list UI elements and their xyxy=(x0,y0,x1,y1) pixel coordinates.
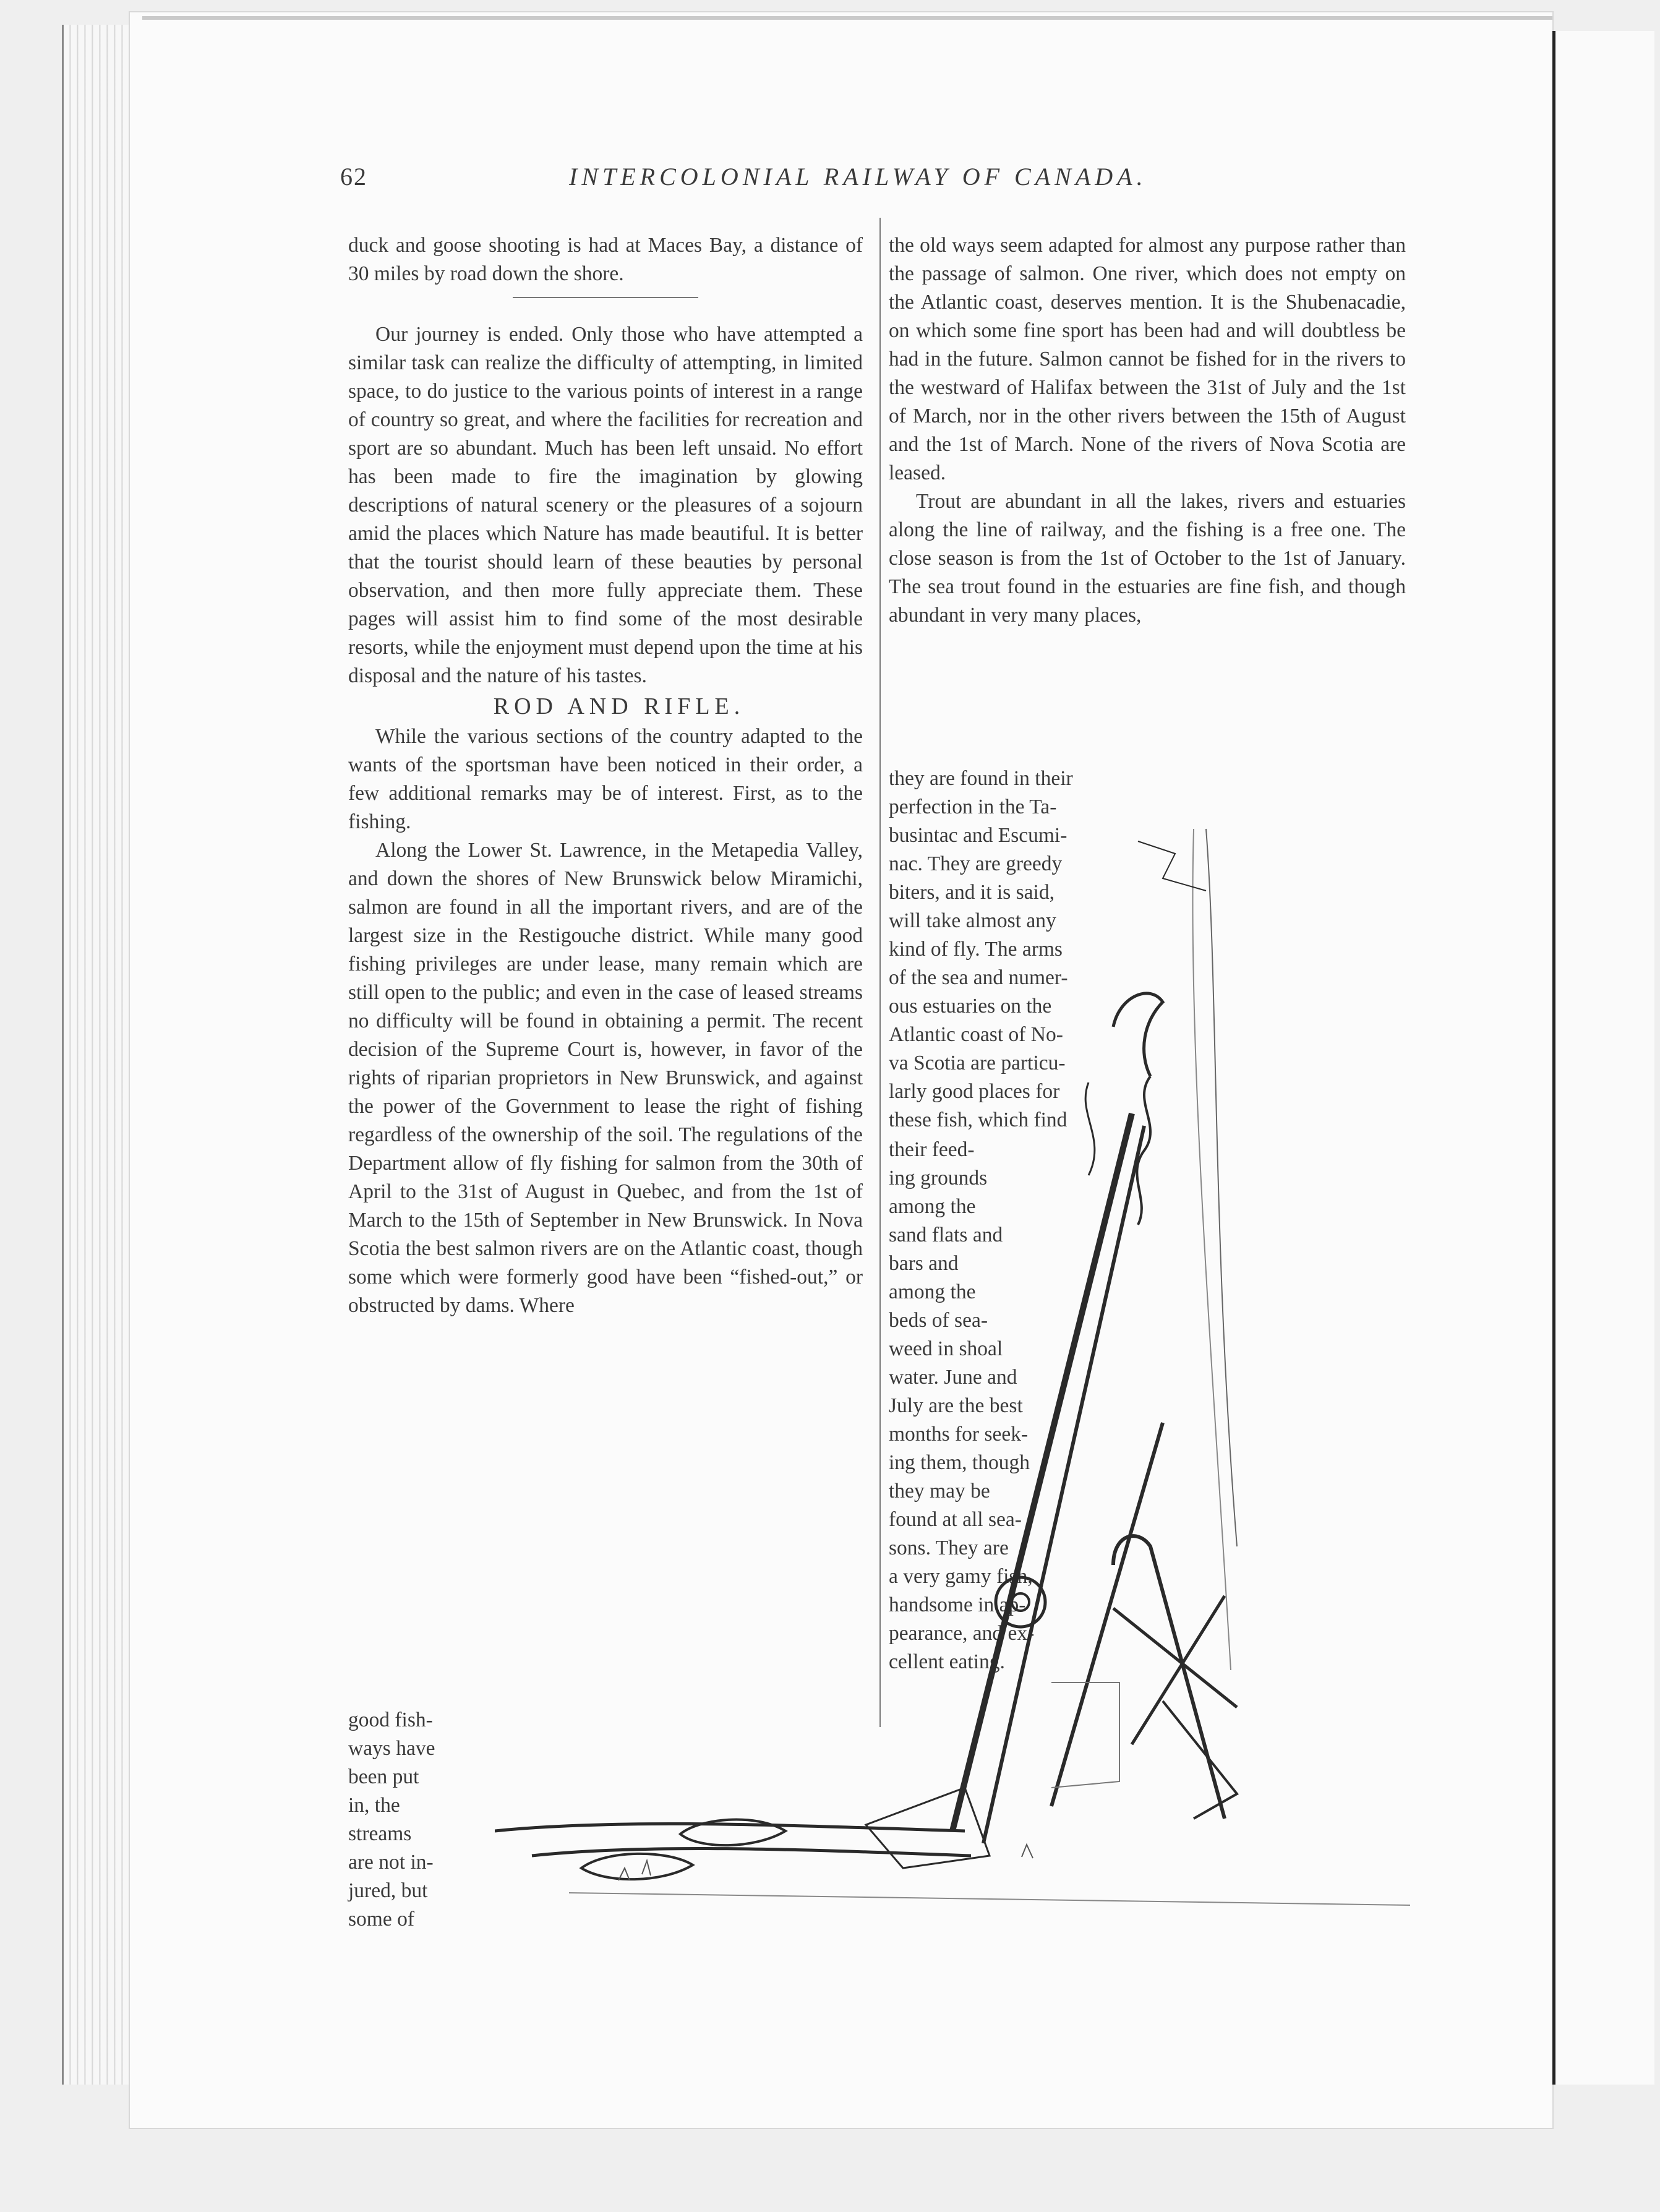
narrow-line: weed in shoal xyxy=(889,1337,1003,1360)
narrow-line: nac. They are greedy xyxy=(889,852,1063,875)
narrow-line: found at all sea- xyxy=(889,1508,1022,1531)
left-paragraph-3: While the various sections of the country adapted to the wants of the sportsman have been noticed in their order, a few additional remarks may be of interest. First, as to the fishing. xyxy=(348,725,863,833)
left-narrow-text xyxy=(348,1706,469,1934)
narrow-line: they are found in their xyxy=(889,767,1073,790)
narrow-line: pearance, and ex- xyxy=(889,1622,1035,1645)
facing-page-edge xyxy=(1552,31,1654,2085)
right-column xyxy=(889,231,1406,630)
section-title: ROD AND RIFLE. xyxy=(493,693,745,719)
section-separator xyxy=(513,297,698,298)
right-paragraph-1: the old ways seem adapted for almost any purpose rather than the passage of salmon. One river, which does not empty on the Atlantic coast, deserves mention. It is the Shubenacadie, on which some fine sport has been had and will doubtless be had in the future. Salmon cannot be fished for in the rivers to the westward of Halifax between the 31st of July and the 1st of March, nor in the other rivers between the 15th of August and the 1st of March. None of the rivers of Nova Scotia are leased. xyxy=(889,234,1406,484)
narrow-line: perfection in the Ta- xyxy=(889,795,1057,818)
narrow-line: beds of sea- xyxy=(889,1309,988,1332)
narrow-line: ing grounds xyxy=(889,1167,988,1190)
left-paragraph-4: Along the Lower St. Lawrence, in the Metapedia Valley, and down the shores of New Brunswick below Miramichi, salmon are found in all the important rivers, and are of the largest size in the Restigouche district. While many good fishing privileges are under lease, many remain which are still open to the public; and even in the case of leased streams no difficulty will be found in obtaining a permit. The recent decision of the Supreme Court is, however, in favor of the rights of riparian proprietors in New Brunswick, and against the power of the Government to lease the right of fishing regardless of the ownership of the soil. The regulations of the Department allow of fly fishing for salmon from the 30th of April to the 31st of August in Quebec, and from the 1st of March to the 15th of September in New Brunswick. In Nova Scotia the best salmon rivers are on the Atlantic coast, though some which were formerly good have been “fished-out,” or obstructed by dams. Where xyxy=(348,839,863,1317)
narrow-line: bars and xyxy=(889,1252,959,1275)
narrow-line: streams xyxy=(348,1822,412,1845)
narrow-line: handsome in ap- xyxy=(889,1593,1026,1616)
narrow-line: sons. They are xyxy=(889,1537,1009,1559)
narrow-line: ways have xyxy=(348,1737,435,1760)
narrow-line: sand flats and xyxy=(889,1224,1003,1246)
narrow-line: some of xyxy=(348,1908,414,1931)
narrow-line: busintac and Escumi- xyxy=(889,824,1067,847)
narrow-line: ous estuaries on the xyxy=(889,995,1052,1018)
narrow-line: will take almost any xyxy=(889,909,1056,932)
top-edge-rule xyxy=(142,16,1552,20)
narrow-line: va Scotia are particu- xyxy=(889,1052,1066,1074)
page-header xyxy=(340,162,1256,199)
running-head: INTERCOLONIAL RAILWAY OF CANADA. xyxy=(569,163,1147,191)
narrow-line: been put xyxy=(348,1765,419,1788)
narrow-line: are not in- xyxy=(348,1851,434,1874)
narrow-line: of the sea and numer- xyxy=(889,966,1068,989)
narrow-line: Atlantic coast of No- xyxy=(889,1023,1063,1046)
narrow-line: these fish, which find xyxy=(889,1108,1067,1131)
narrow-line: their feed- xyxy=(889,1138,975,1161)
narrow-line: larly good places for xyxy=(889,1080,1060,1103)
right-paragraph-2: Trout are abundant in all the lakes, rivers and estuaries along the line of railway, and the fishing is a free one. The close season is from the 1st of October to the 1st of January. The sea trout found in the estuaries are fine fish, and though abundant in very many places, xyxy=(889,490,1406,627)
left-paragraph-1: duck and goose shooting is had at Maces Bay, a distance of 30 miles by road down the shore. xyxy=(348,234,863,285)
narrow-line: kind of fly. The arms xyxy=(889,938,1063,961)
narrow-line: good fish- xyxy=(348,1708,433,1731)
narrow-line: water. June and xyxy=(889,1366,1017,1389)
left-paragraph-2: Our journey is ended. Only those who have attempted a similar task can realize the difficulty of attempting, in limited space, to do justice to the various points of interest in a range of country so great, and where the facilities for recreation and sport are so abundant. Much has been left unsaid. No effort has been made to fire the imagination by glowing descriptions of natural scenery or the pleasures of a sojourn amid the places which Nature has made beautiful. It is better that the tourist should learn of these beauties by personal observation, and then more fully appreciate them. These pages will assist him to find some of the most desirable resorts, while the enjoyment must depend upon the time at his disposal and the nature of his tastes. xyxy=(348,323,863,687)
narrow-line: a very gamy fish, xyxy=(889,1565,1033,1588)
narrow-line: cellent eating. xyxy=(889,1650,1005,1673)
narrow-line: among the xyxy=(889,1280,976,1303)
narrow-line: months for seek- xyxy=(889,1423,1029,1446)
page-number: 62 xyxy=(340,163,367,191)
fishing-gear-illustration xyxy=(495,804,1416,1942)
narrow-line: ing them, though xyxy=(889,1451,1030,1474)
narrow-line: biters, and it is said, xyxy=(889,881,1055,904)
narrow-line: in, the xyxy=(348,1794,400,1817)
narrow-line: among the xyxy=(889,1195,976,1218)
narrow-line: July are the best xyxy=(889,1394,1023,1417)
narrow-line: they may be xyxy=(889,1480,990,1503)
narrow-line: jured, but xyxy=(348,1879,428,1902)
